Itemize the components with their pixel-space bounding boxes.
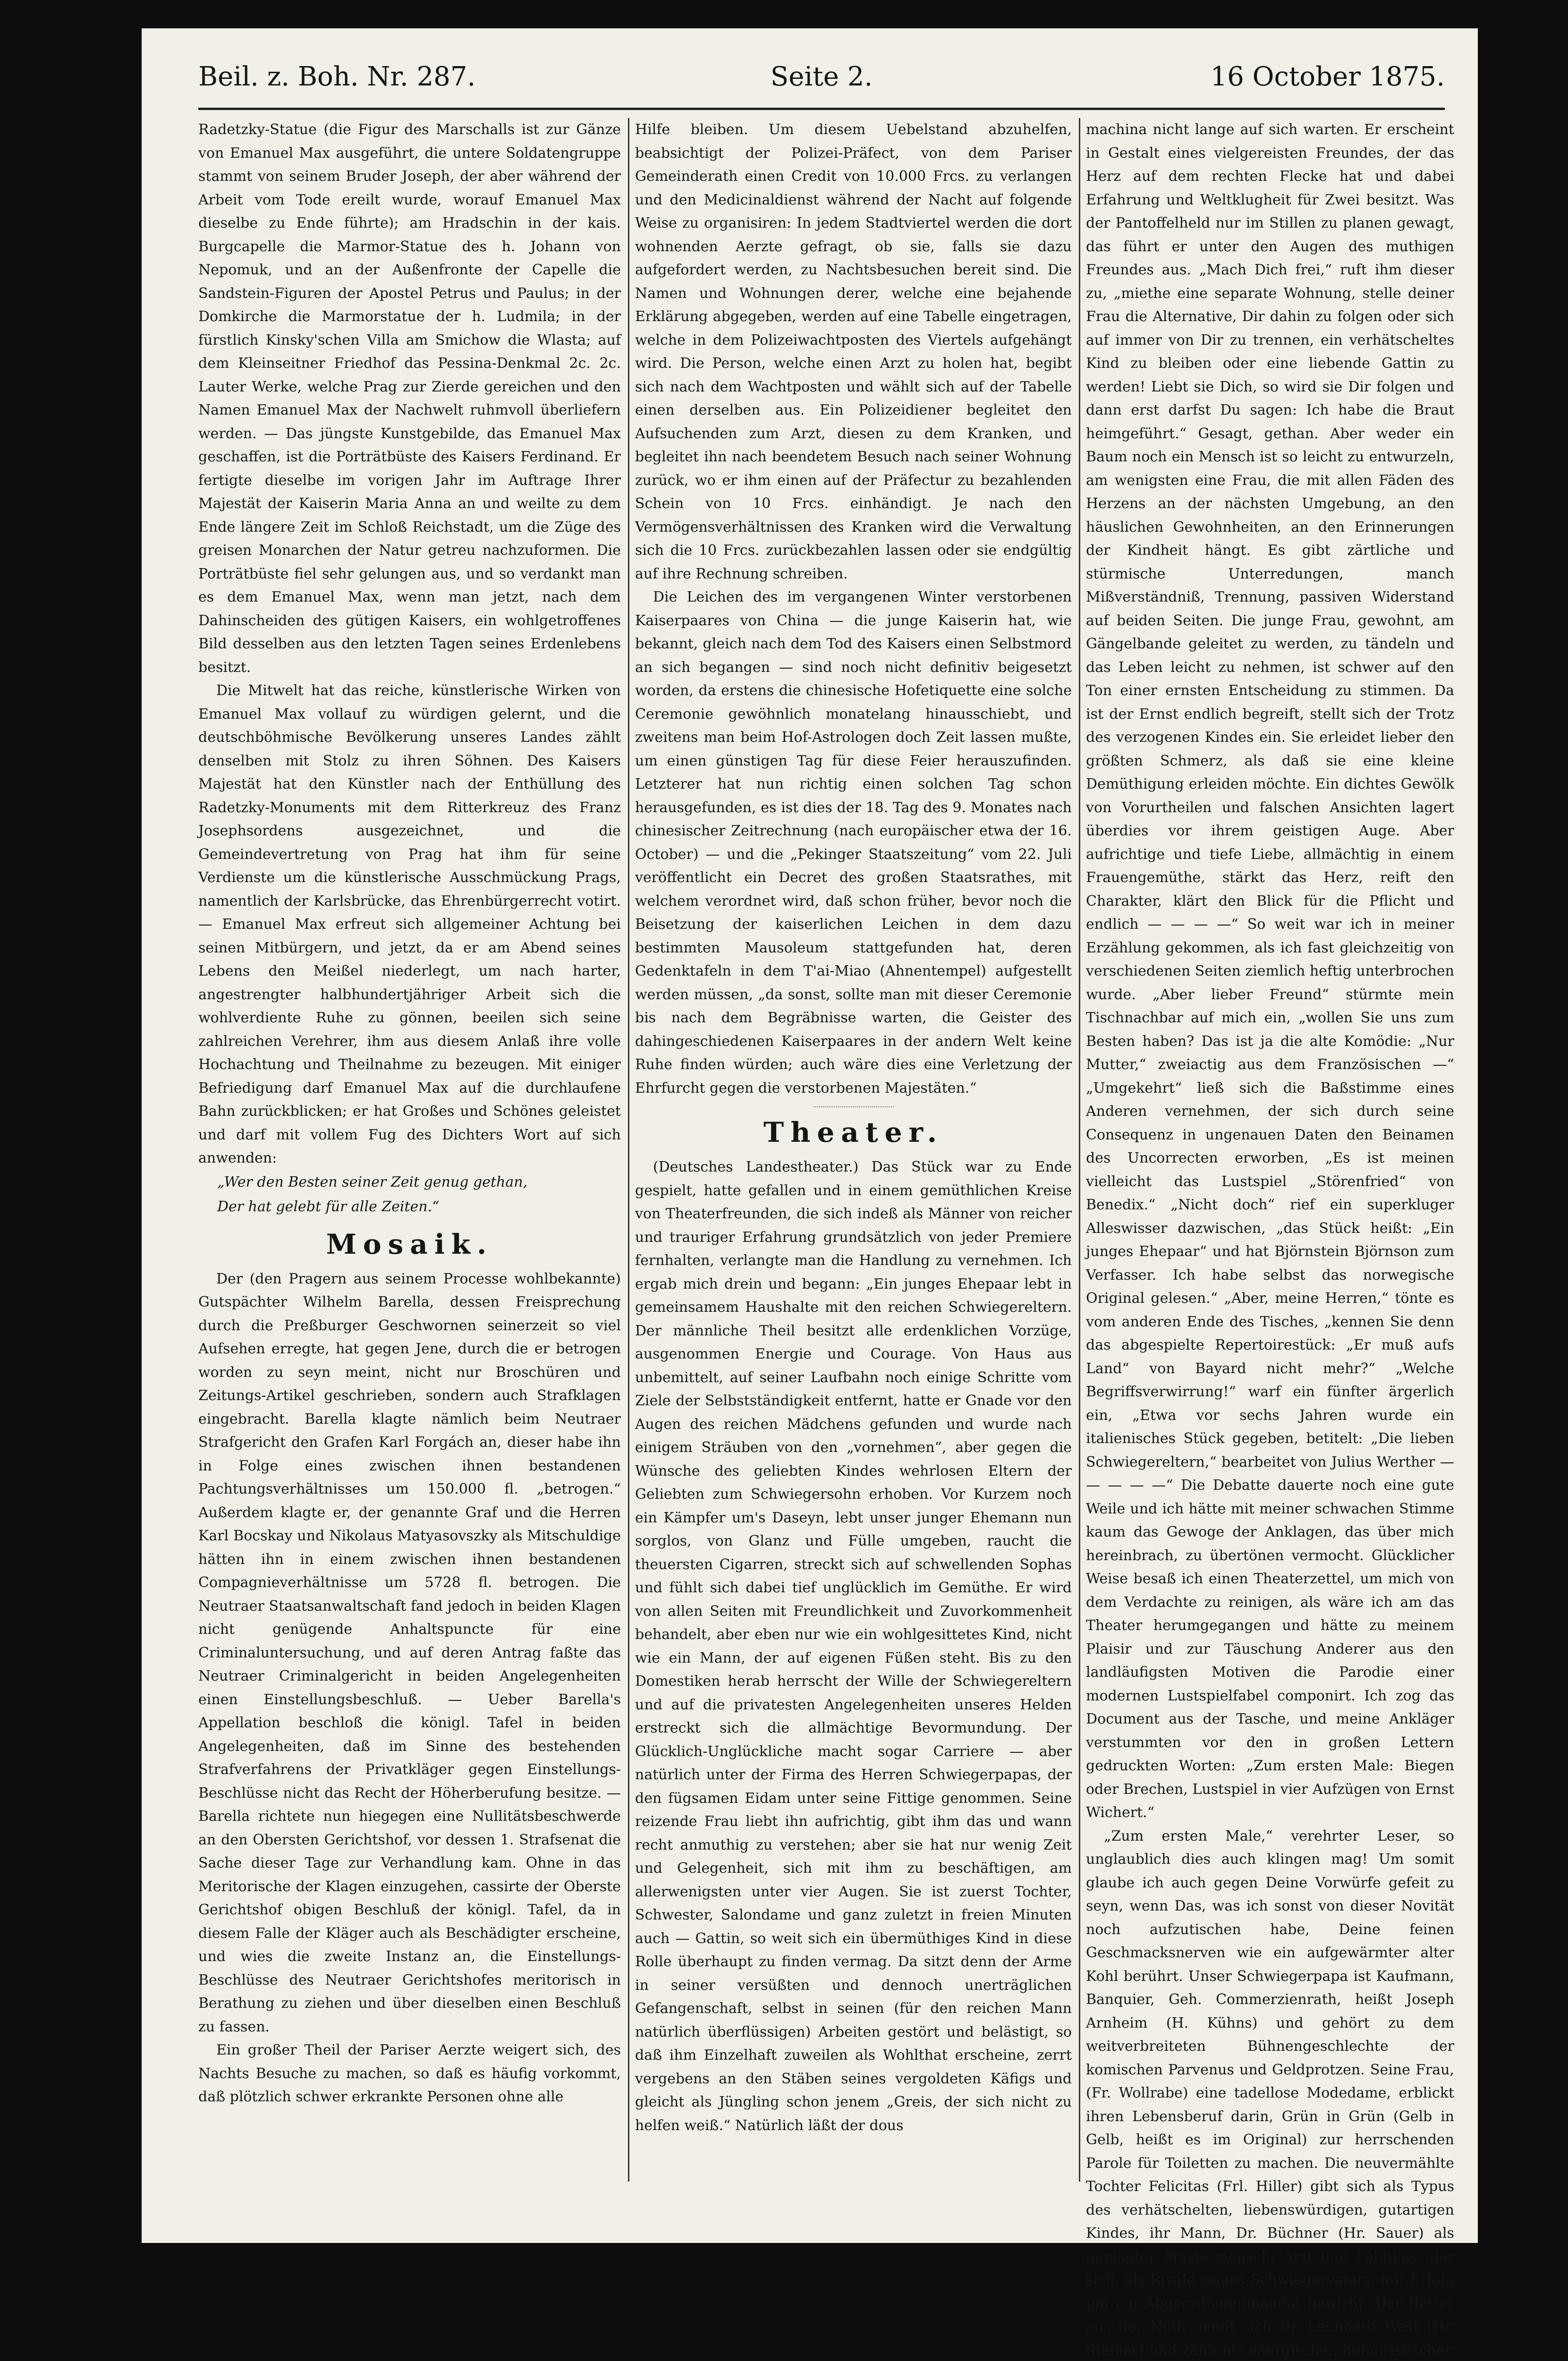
article-paragraph: Ein großer Theil der Pariser Aerzte weigert sich, des Nachts Besuche zu machen, so daß es häufig vorkommt, daß plötzlich schwer erkrankte Personen ohne alle <box>198 2038 621 2109</box>
column-1 <box>198 118 621 2182</box>
page-header <box>198 61 1445 104</box>
header-rule <box>198 108 1445 110</box>
newspaper-page <box>142 28 1478 2243</box>
separator <box>814 1106 894 1107</box>
article-paragraph: „Zum ersten Male,“ verehrter Leser, so unglaublich dies auch klingen mag! Um somit glaube ich auch gegen Deine Vorwürfe gefeit zu seyn, wenn Das, was ich sonst von dieser Novität noch aufzutischen habe, Deine feinen Geschmacksnerven wie ein aufgewärmter alter Kohl berührt. Unser Schwiegerpapa ist Kaufmann, Banquier, Geh. Commerzienrath, heißt Joseph Arnheim (H. Kühns) und gehört zu dem weitverbreiteten Bühnengeschlechte der komischen Parvenus und Geldprotzen. Seine Frau, (Fr. Wollrabe) eine tadellose Modedame, erblickt ihren Lebensberuf darin, Grün in Grün (Gelb in Gelb, heißt es im Original) zur herrschenden Parole für Toiletten zu machen. Die neuvermählte Tochter Felicitas (Frl. Hiller) gibt sich als Typus des verhätschelten, liebenswürdigen, gutartigen Kindes, ihr Mann, Dr. Büchner (Hr. Sauer) als geplagter Mustermensch, Arzt und Politikus, der sich, als Rivale seines Schwiegervaters, mit Erfolg um ein Abgeordnetenmandat bewirbt. Der Retter aus der Noth nennt sich Dr. Leonhard West (Hr. Steinar) und zählt als energischer, humoristischer, <box>1086 1825 1454 2361</box>
article-paragraph: machina nicht lange auf sich warten. Er erscheint in Gestalt eines vielgereisten Freundes, der das Herz auf dem rechten Flecke hat und dabei Erfahrung und Weltklugheit für Zwei besitzt. Was der Pantoffelheld nur im Stillen zu planen gewagt, das führt er unter den Augen des muthigen Freundes aus. „Mach Dich frei,“ ruft ihm dieser zu, „miethe eine separate Wohnung, stelle deiner Frau die Alternative, Dir dahin zu folgen oder sich auf immer von Dir zu trennen, ein verhätscheltes Kind zu bleiben oder eine liebende Gattin zu werden! Liebt sie Dich, so wird sie Dir folgen und dann erst darfst Du sagen: Ich habe die Braut heimgeführt.“ Gesagt, gethan. Aber weder ein Baum noch ein Mensch ist so leicht zu entwurzeln, am wenigsten eine Frau, die mit allen Fäden des Herzens an der nächsten Umgebung, an den häuslichen Gewohnheiten, an den Erinnerungen der Kindheit hängt. Es gibt zärtliche und stürmische Unterredungen, manch Mißverständniß, Trennung, passiven Widerstand auf beiden Seiten. Die junge Frau, gewohnt, am Gängelbande geleitet zu werden, zu tändeln und das Leben leicht zu nehmen, ist schwer auf den Ton einer ernsten Entscheidung zu stimmen. Da ist der Ernst endlich begreift, stellt sich der Trotz des verzogenen Kindes ein. Sie erleidet lieber den größten Schmerz, als daß sie eine kleine Demüthigung erleiden möchte. Ein dichtes Gewölk von Vorurtheilen und falschen Ansichten lagert überdies vor ihrem geistigen Auge. Aber aufrichtige und tiefe Liebe, allmächtig in einem Frauengemüthe, stärkt das Herz, reift den Charakter, klärt den Blick für die Pflicht und endlich — — — —“ So weit war ich in meiner Erzählung gekommen, als ich fast gleichzeitig von verschiedenen Seiten ziemlich heftig unterbrochen wurde. „Aber lieber Freund“ stürmte mein Tischnachbar auf mich ein, „wollen Sie uns zum Besten haben? Das ist ja die alte Komödie: „Nur Mutter,“ zweiactig aus dem Französischen —“ „Umgekehrt“ ließ sich die Baßstimme eines Anderen vernehmen, der sich durch seine Consequenz in ungenauen Daten den Beinamen des Uncorrecten erworben, „Es ist meinen vielleicht das Lustspiel „Störenfried“ von Benedix.“ „Nicht doch“ rief ein superkluger Alleswisser dazwischen, „das Stück heißt: „Ein junges Ehepaar“ und hat Björnstein Björnson zum Verfasser. Ich habe selbst das norwegische Original gelesen.“ „Aber, meine Herren,“ tönte es vom anderen Ende des Tisches, „kennen Sie denn das abgespielte Repertoirestück: „Er muß aufs Land“ von Bayard nicht mehr?“ „Welche Begriffsverwirrung!“ warf ein fünfter ärgerlich ein, „Etwa vor sechs Jahren wurde ein italienisches Stück gegeben, betitelt: „Die lieben Schwiegereltern,“ bearbeitet von Julius Werther — — — — —“ Die Debatte dauerte noch eine gute Weile und ich hätte mit meiner schwachen Stimme kaum das Gewoge der Anklagen, das über mich hereinbrach, zu übertönen vermocht. Glücklicher Weise besaß ich einen Theaterzettel, um mich von dem Verdachte zu reinigen, als wäre ich am das Theater herumgegangen und hätte zu meinem Plaisir und zur Täuschung Anderer aus den landläufigsten Motiven die Parodie einer modernen Lustspielfabel componirt. Ich zog das Document aus der Tasche, und meine Ankläger verstummten vor den in großen Lettern gedruckten Worten: „Zum ersten Male: Biegen oder Brechen, Lustspiel in vier Aufzügen von Ernst Wichert.“ <box>1086 118 1454 1825</box>
section-heading-theater: Theater. <box>635 1116 1072 1149</box>
issue-date: 16 October 1875. <box>1211 61 1445 92</box>
column-divider <box>1079 118 1080 2182</box>
section-heading-mosaik: Mosaik. <box>198 1228 621 1261</box>
column-2 <box>635 118 1072 2182</box>
article-paragraph: Die Leichen des im vergangenen Winter verstorbenen Kaiserpaares von China — die junge Kaiserin hat, wie bekannt, gleich nach dem Tod des Kaisers einen Selbstmord an sich begangen — sind noch nicht definitiv beigesetzt worden, da erstens die chinesische Hofetiquette eine solche Ceremonie gewöhnlich monatelang hinausschiebt, und zweitens man beim Hof-Astrologen doch Zeit lassen mußte, um einen günstigen Tag für diese Feier herauszufinden. Letzterer hat nun richtig einen solchen Tag schon herausgefunden, es ist dies der 18. Tag des 9. Monates nach chinesischer Zeitrechnung (nach europäischer etwa der 16. October) — und die „Pekinger Staatszeitung“ vom 22. Juli veröffentlicht ein Decret des großen Staatsrathes, mit welchem verordnet wird, daß schon früher, bevor noch die Beisetzung der kaiserlichen Leichen in dem dazu bestimmten Mausoleum stattgefunden hat, deren Gedenktafeln in dem T'ai-Miao (Ahnentempel) aufgestellt werden müssen, „da sonst, sollte man mit dieser Ceremonie bis nach dem Begräbnisse warten, die Geister des dahingeschiedenen Kaiserpaares in der andern Welt keine Ruhe finden würden; auch wäre dies eine Verletzung der Ehrfurcht gegen die verstorbenen Majestäten.“ <box>635 586 1072 1100</box>
quote-line: Der hat gelebt für alle Zeiten.“ <box>198 1195 621 1219</box>
issue-label: Beil. z. Boh. Nr. 287. <box>198 61 475 92</box>
quote-line: „Wer den Besten seiner Zeit genug gethan, <box>198 1170 621 1195</box>
article-paragraph: (Deutsches Landestheater.) Das Stück war zu Ende gespielt, hatte gefallen und in einem gemüthlichen Kreise von Theaterfreunden, die sich indeß als Männer von reicher und trauriger Erfahrung grundsätzlich von jeder Premiere fernhalten, verlangte man die Handlung zu vernehmen. Ich ergab mich drein und begann: „Ein junges Ehepaar lebt in gemeinsamem Haushalte mit den reichen Schwiegereltern. Der männliche Theil besitzt alle erdenklichen Vorzüge, ausgenommen Energie und Courage. Von Haus aus unbemittelt, auf seiner Laufbahn noch einige Schritte vom Ziele der Selbstständigkeit entfernt, hatte er Gnade vor den Augen des reichen Mädchens gefunden und wurde nach einigem Sträuben von den „vornehmen“, aber gegen die Wünsche des geliebten Kindes wehrlosen Eltern der Geliebten zum Schwiegersohn erhoben. Vor Kurzem noch ein Kämpfer um's Daseyn, lebt unser junger Ehemann nun sorglos, von Glanz und Fülle umgeben, raucht die theuersten Cigarren, streckt sich auf schwellenden Sophas und fühlt sich dabei tief unglücklich im Gemüthe. Er wird von allen Seiten mit Freundlichkeit und Zuvorkommenheit behandelt, aber eben nur wie ein wohlgesittetes Kind, nicht wie ein Mann, der auf eigenen Füßen steht. Bis zu den Domestiken herab herrscht der Wille der Schwiegereltern und auf die privatesten Angelegenheiten unseres Helden erstreckt sich die allmächtige Bevormundung. Der Glücklich-Unglückliche macht sogar Carriere — aber natürlich unter der Firma des Herren Schwiegerpapas, der den fügsamen Eidam unter seine Fittige genommen. Seine reizende Frau liebt ihn aufrichtig, gibt ihm das und wann recht anmuthig zu verstehen; aber sie hat nur wenig Zeit und Gelegenheit, sich mit ihm zu beschäftigen, am allerwenigsten unter vier Augen. Sie ist zuerst Tochter, Schwester, Salondame und ganz zuletzt in freien Minuten auch — Gattin, so weit sich ein übermüthiges Kind in diese Rolle überhaupt zu finden vermag. Da sitzt denn der Arme in seiner versüßten und dennoch unerträglichen Gefangenschaft, selbst in seinen (für den reichen Mann natürlich überflüssigen) Arbeiten gestört und belästigt, so daß ihm Einzelhaft zuweilen als Wohlthat erscheine, zerrt vergebens an den Stäben seines vergoldeten Käfigs und gleicht als Jüngling schon jenem „Greis, der sich nicht zu helfen weiß.“ Natürlich läßt der dous <box>635 1155 1072 2137</box>
article-paragraph: Radetzky-Statue (die Figur des Marschalls ist zur Gänze von Emanuel Max ausgeführt, die untere Soldatengruppe stammt von seinem Bruder Joseph, der aber während der Arbeit vom Tode ereilt wurde, worauf Emanuel Max dieselbe zu Ende führte); am Hradschin in der kais. Burgcapelle die Marmor-Statue des h. Johann von Nepomuk, und an der Außenfronte der Capelle die Sandstein-Figuren der Apostel Petrus und Paulus; in der Domkirche die Marmorstatue der h. Ludmila; in der fürstlich Kinsky'schen Villa am Smichow die Wlasta; auf dem Kleinseitner Friedhof das Pessina-Denkmal 2c. 2c. Lauter Werke, welche Prag zur Zierde gereichen und den Namen Emanuel Max der Nachwelt ruhmvoll überliefern werden. — Das jüngste Kunstgebilde, das Emanuel Max geschaffen, ist die Porträtbüste des Kaisers Ferdinand. Er fertigte dieselbe im vorigen Jahr im Auftrage Ihrer Majestät der Kaiserin Maria Anna an und weilte zu dem Ende längere Zeit im Schloß Reichstadt, um die Züge des greisen Monarchen der Natur getreu nachzuformen. Die Porträtbüste fiel sehr gelungen aus, und so verdankt man es dem Emanuel Max, wenn man jetzt, nach dem Dahinscheiden des gütigen Kaisers, ein wohlgetroffenes Bild desselben aus den letzten Tagen seines Erdenlebens besitzt. <box>198 118 621 679</box>
article-paragraph: Die Mitwelt hat das reiche, künstlerische Wirken von Emanuel Max vollauf zu würdigen gelernt, und die deutschböhmische Bevölkerung unseres Landes zählt denselben mit Stolz zu ihren Söhnen. Des Kaisers Majestät hat den Künstler nach der Enthüllung des Radetzky-Monuments mit dem Ritterkreuz des Franz Josephsordens ausgezeichnet, und die Gemeindevertretung von Prag hat ihm für seine Verdienste um die künstlerische Ausschmückung Prags, namentlich der Karlsbrücke, das Ehrenbürgerrecht votirt. — Emanuel Max erfreut sich allgemeiner Achtung bei seinen Mitbürgern, und jetzt, da er am Abend seines Lebens den Meißel niederlegt, um nach harter, angestrengter halbhundertjähriger Arbeit sich die wohlverdiente Ruhe zu gönnen, beeilen sich seine zahlreichen Verehrer, ihm aus diesem Anlaß ihre volle Hochachtung und Theilnahme zu bezeugen. Mit einiger Befriedigung darf Emanuel Max auf die durchlaufene Bahn zurückblicken; er hat Großes und Schönes geleistet und darf mit vollem Fug des Dichters Wort auf sich anwenden: <box>198 679 621 1170</box>
column-3 <box>1086 118 1454 2182</box>
article-paragraph: Der (den Pragern aus seinem Processe wohlbekannte) Gutspächter Wilhelm Barella, dessen Freisprechung durch die Preßburger Geschwornen seinerzeit so viel Aufsehen erregte, hat gegen Jene, durch die er betrogen worden zu seyn meint, nicht nur Broschüren und Zeitungs-Artikel geschrieben, sondern auch Strafklagen eingebracht. Barella klagte nämlich beim Neutraer Strafgericht den Grafen Karl Forgách an, dieser habe ihn in Folge eines zwischen ihnen bestandenen Pachtungsverhältnisses um 150.000 fl. „betrogen.“ Außerdem klagte er, der genannte Graf und die Herren Karl Bocskay und Nikolaus Matyasovszky als Mitschuldige hätten ihn in einem zwischen ihnen bestandenen Compagnieverhältnisse um 5728 fl. betrogen. Die Neutraer Staatsanwaltschaft fand jedoch in beiden Klagen nicht genügende Anhaltspuncte für eine Criminaluntersuchung, und auf deren Antrag faßte das Neutraer Criminalgericht in beiden Angelegenheiten einen Einstellungsbeschluß. — Ueber Barella's Appellation beschloß die königl. Tafel in beiden Angelegenheiten, daß im Sinne des bestehenden Strafverfahrens der Privatkläger gegen Einstellungs-Beschlüsse nicht das Recht der Höherberufung besitze. — Barella richtete nun hiegegen eine Nullitätsbeschwerde an den Obersten Gerichtshof, vor dessen 1. Strafsenat die Sache dieser Tage zur Verhandlung kam. Ohne in das Meritorische der Klagen einzugehen, cassirte der Oberste Gerichtshof obigen Beschluß der königl. Tafel, da in diesem Falle der Kläger auch als Beschädigter erscheine, und wies die zweite Instanz an, die Einstellungs-Beschlüsse des Neutraer Gerichtshofes meritorisch in Berathung zu ziehen und über dieselben einen Beschluß zu fassen. <box>198 1267 621 2039</box>
page-number: Seite 2. <box>771 61 873 92</box>
article-paragraph: Hilfe bleiben. Um diesem Uebelstand abzuhelfen, beabsichtigt der Polizei-Präfect, von dem Pariser Gemeinderath einen Credit von 10.000 Frcs. zu verlangen und den Medicinaldienst während der Nacht auf folgende Weise zu organisiren: In jedem Stadtviertel werden die dort wohnenden Aerzte gefragt, ob sie, falls sie dazu aufgefordert werden, zu Nachtsbesuchen bereit sind. Die Namen und Wohnungen derer, welche eine bejahende Erklärung abgegeben, werden auf eine Tabelle eingetragen, welche in dem Polizeiwachtposten des Viertels aufgehängt wird. Die Person, welche einen Arzt zu holen hat, begibt sich nach dem Wachtposten und wählt sich auf der Tabelle einen derselben aus. Ein Polizeidiener begleitet den Aufsuchenden zum Arzt, diesen zu dem Kranken, und begleitet ihn nach beendetem Besuch nach seiner Wohnung zurück, wo er ihm einen auf der Präfectur zu bezahlenden Schein von 10 Frcs. einhändigt. Je nach den Vermögensverhältnissen des Kranken wird die Verwaltung sich die 10 Frcs. zurückbezahlen lassen oder sie endgültig auf ihre Rechnung schreiben. <box>635 118 1072 586</box>
column-divider <box>628 118 629 2182</box>
